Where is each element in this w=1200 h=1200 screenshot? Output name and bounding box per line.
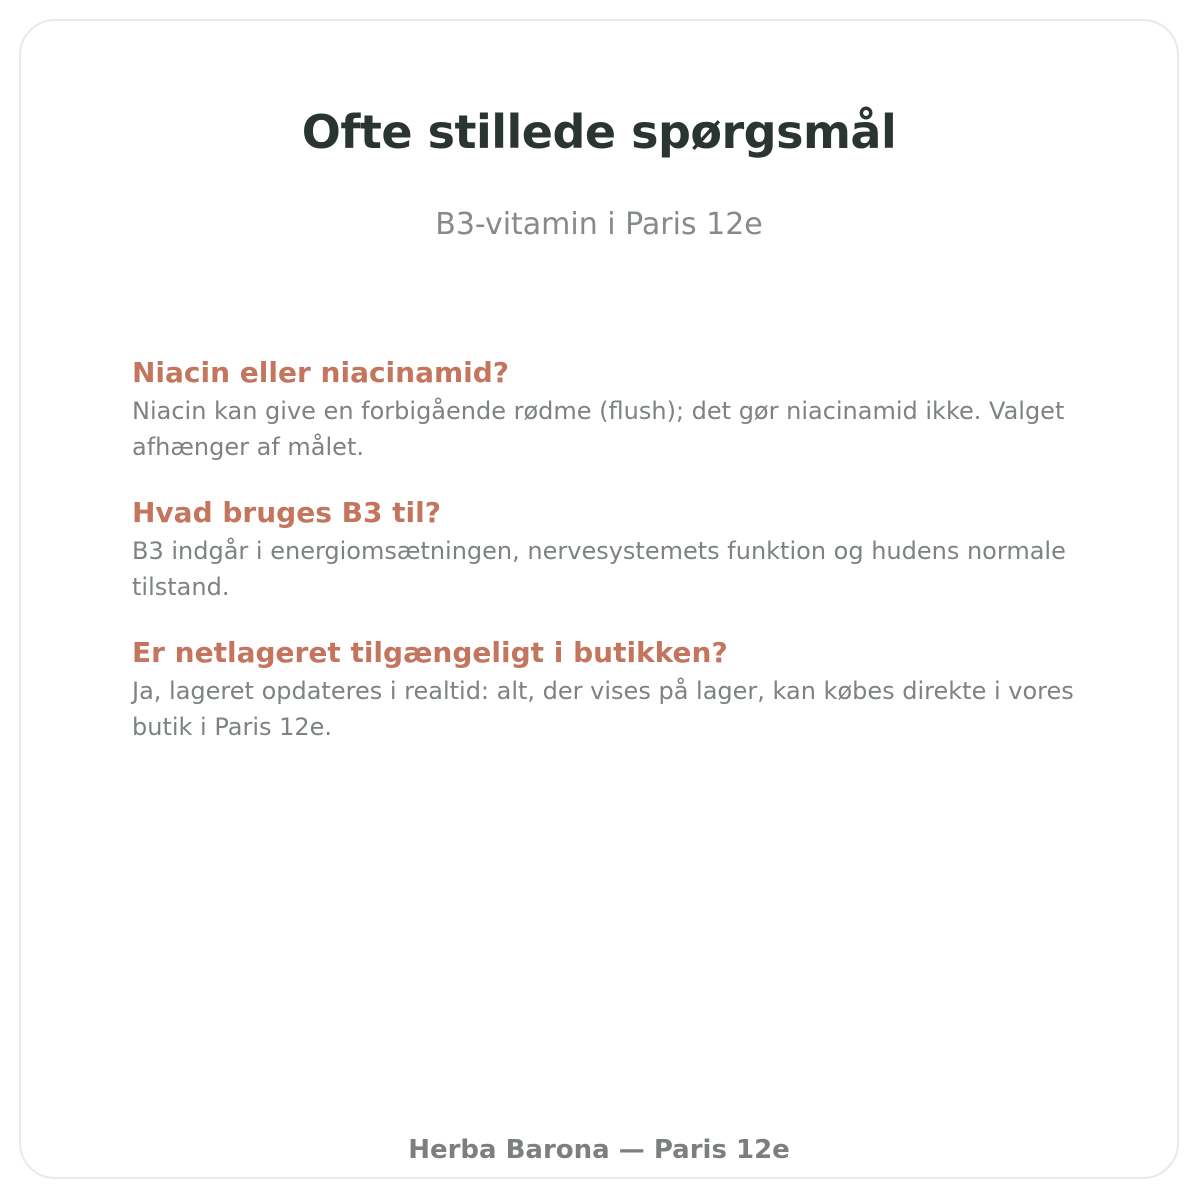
faq-question: Er netlageret tilgængeligt i butikken? [132, 636, 728, 669]
page-subtitle: B3-vitamin i Paris 12e [435, 207, 763, 242]
faq-item [132, 353, 1102, 465]
faq-answer: Ja, lageret opdateres i realtid: alt, der vises på lager, kan købes direkte i vores butik i Paris 12e. [132, 677, 1074, 741]
footer-brand: Herba Barona — Paris 12e [408, 1135, 790, 1165]
page-title: Ofte stillede spørgsmål [301, 105, 897, 159]
faq-list [132, 353, 1102, 773]
faq-item [132, 633, 1102, 745]
faq-answer: B3 indgår i energiomsætningen, nervesystemets funktion og hudens normale tilstand. [132, 537, 1066, 601]
faq-question: Niacin eller niacinamid? [132, 356, 510, 389]
faq-item [132, 493, 1102, 605]
faq-card [19, 19, 1179, 1179]
faq-question: Hvad bruges B3 til? [132, 496, 441, 529]
faq-answer: Niacin kan give en forbigående rødme (flush); det gør niacinamid ikke. Valget afhænger af målet. [132, 397, 1065, 461]
